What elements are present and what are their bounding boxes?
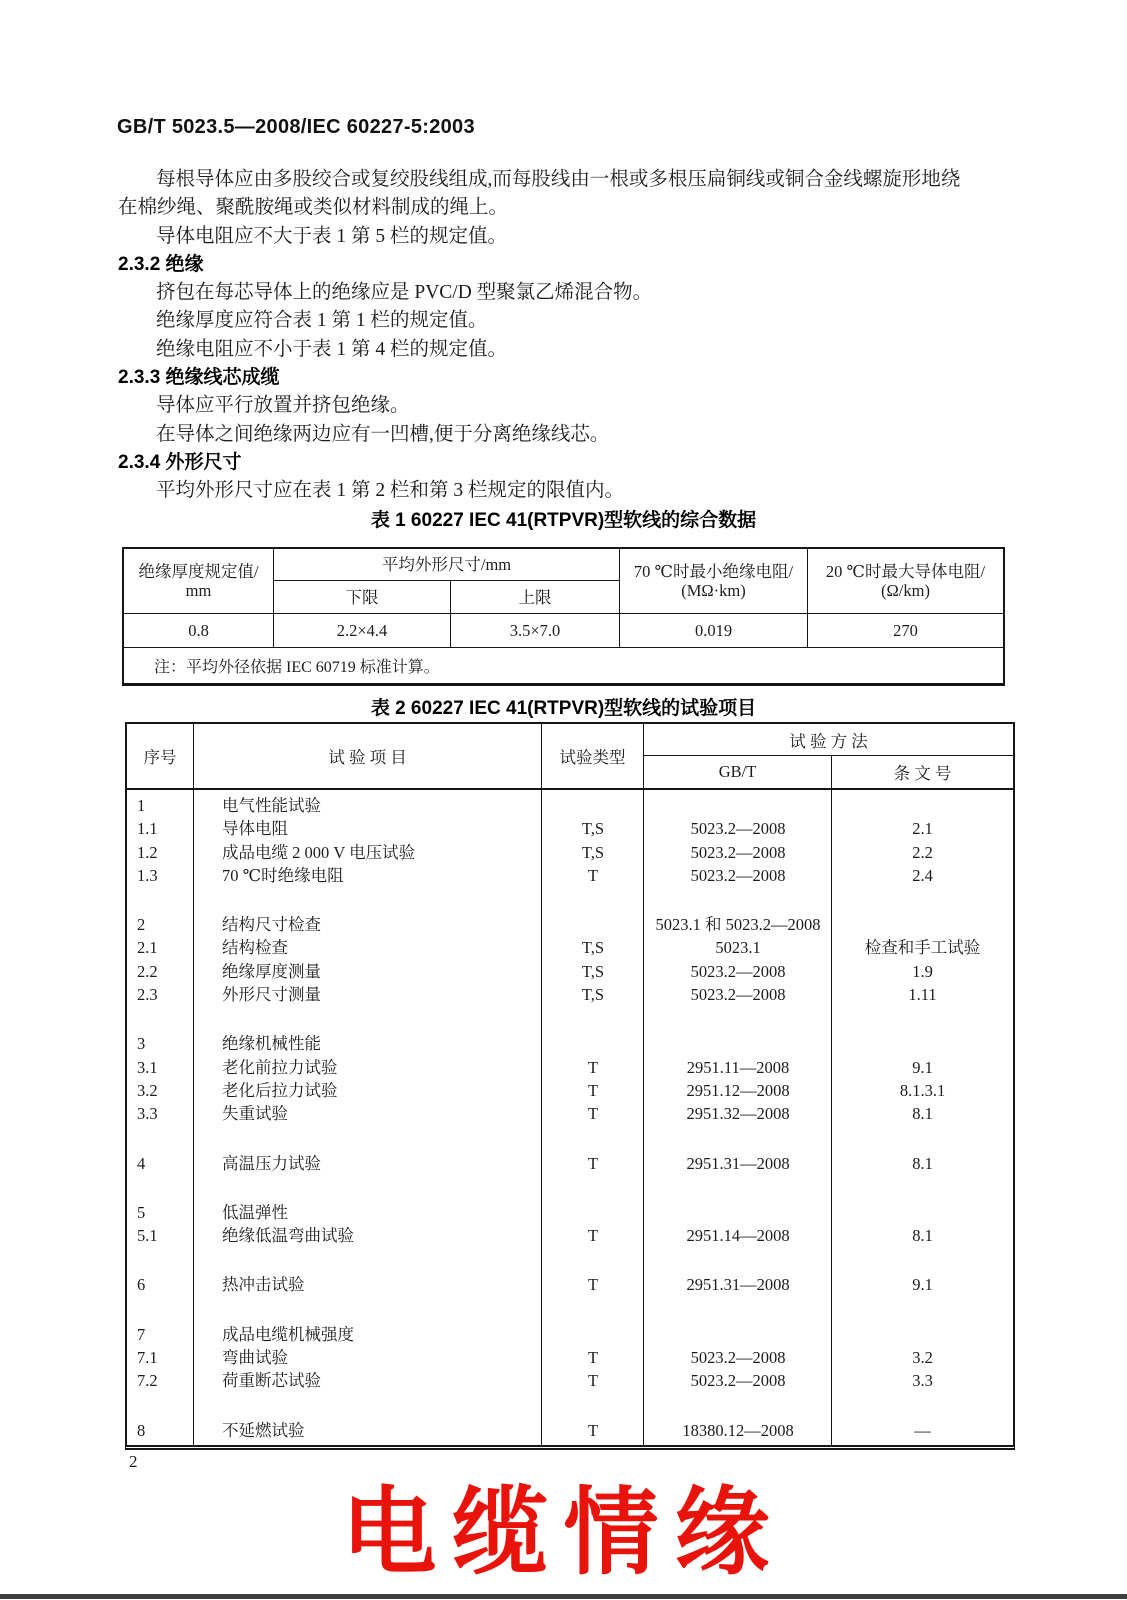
table-cell: 绝缘厚度测量 bbox=[222, 961, 321, 981]
column-divider bbox=[193, 790, 194, 1445]
table-cell: 7 bbox=[137, 1324, 146, 1344]
table-cell bbox=[644, 887, 832, 913]
table-row bbox=[127, 1102, 1013, 1125]
table-row bbox=[127, 1056, 1013, 1079]
table-cell bbox=[644, 1175, 832, 1201]
table-row bbox=[127, 1393, 1013, 1419]
table-cell bbox=[832, 1393, 1013, 1419]
table-cell: 2.2 bbox=[912, 842, 933, 862]
table-cell: 高温压力试验 bbox=[222, 1153, 321, 1173]
table-row bbox=[127, 1346, 1013, 1369]
table-cell bbox=[832, 887, 1013, 913]
table1-header-thickness bbox=[124, 549, 274, 614]
table-cell: T bbox=[587, 865, 599, 885]
table-cell: 8.1 bbox=[912, 1153, 933, 1173]
table-cell bbox=[194, 1297, 542, 1323]
paragraph: 在棉纱绳、聚酰胺绳或类似材料制成的绳上。 bbox=[118, 197, 509, 219]
table2-header-gbt: GB/T bbox=[644, 756, 832, 788]
table-row bbox=[127, 1032, 1013, 1055]
column-divider bbox=[831, 790, 832, 1445]
table-cell: 低温弹性 bbox=[222, 1202, 288, 1222]
table-row bbox=[127, 1079, 1013, 1102]
table-row bbox=[127, 983, 1013, 1006]
table-cell: T,S bbox=[581, 961, 605, 981]
paragraph: 每根导体应由多股绞合或复绞股线组成,而每股线由一根或多根压扁铜线或铜合金线螺旋形地绕 bbox=[156, 169, 961, 190]
table-cell: 3.3 bbox=[912, 1371, 933, 1391]
table-row bbox=[127, 1247, 1013, 1273]
table-cell: 绝缘低温弯曲试验 bbox=[222, 1226, 354, 1246]
table-cell: 2 bbox=[137, 915, 146, 935]
table-cell: 1.9 bbox=[912, 961, 933, 981]
table-cell bbox=[832, 1032, 1013, 1055]
table1 bbox=[122, 547, 1005, 686]
table-cell bbox=[542, 794, 644, 817]
column-divider bbox=[541, 790, 542, 1445]
table-row bbox=[127, 794, 1013, 817]
table-row bbox=[127, 1152, 1013, 1175]
paragraph: 绝缘厚度应符合表 1 第 1 栏的规定值。 bbox=[156, 310, 488, 332]
table-cell: 4 bbox=[137, 1153, 146, 1173]
table1-header-lower: 下限 bbox=[274, 581, 451, 614]
table-cell: 热冲击试验 bbox=[222, 1275, 305, 1295]
table-cell: 2951.32—2008 bbox=[686, 1104, 790, 1124]
paragraph: 绝缘电阻应不小于表 1 第 4 栏的规定值。 bbox=[156, 338, 508, 360]
table-cell: T bbox=[587, 1080, 599, 1100]
table-cell: T bbox=[587, 1420, 599, 1440]
table-cell bbox=[832, 1006, 1013, 1032]
table-cell bbox=[644, 1006, 832, 1032]
table1-cell: 3.5×7.0 bbox=[451, 614, 620, 648]
table-cell: T,S bbox=[581, 985, 605, 1005]
table-cell: 2951.31—2008 bbox=[686, 1275, 790, 1295]
table-cell: 荷重断芯试验 bbox=[222, 1371, 321, 1391]
table-cell: 5023.1 和 5023.2—2008 bbox=[655, 915, 821, 935]
table1-note: 注：平均外径依据 IEC 60719 标准计算。 bbox=[154, 659, 440, 676]
table-cell bbox=[832, 1175, 1013, 1201]
table-cell: 失重试验 bbox=[222, 1104, 288, 1124]
table-cell: 1.3 bbox=[137, 865, 158, 885]
table-cell: 3.3 bbox=[137, 1104, 158, 1124]
table-cell: 弯曲试验 bbox=[222, 1348, 288, 1368]
table-cell bbox=[542, 1032, 644, 1055]
table-cell: 7.1 bbox=[137, 1348, 158, 1368]
table-cell: 结构检查 bbox=[222, 938, 288, 958]
header-line: mm bbox=[185, 581, 212, 600]
table-cell: 电气性能试验 bbox=[222, 796, 321, 815]
table-cell: 导体电阻 bbox=[222, 819, 288, 839]
header-line: (MΩ·km) bbox=[681, 581, 746, 600]
table-cell: T bbox=[587, 1371, 599, 1391]
table-cell: 不延燃试验 bbox=[222, 1420, 305, 1440]
table-cell: 3.2 bbox=[912, 1348, 933, 1368]
table-cell bbox=[644, 1201, 832, 1224]
table-cell bbox=[542, 887, 644, 913]
table-cell bbox=[127, 887, 194, 913]
table-row bbox=[127, 913, 1013, 936]
table-cell: 5023.2—2008 bbox=[690, 842, 786, 862]
table-cell bbox=[644, 1393, 832, 1419]
table-row bbox=[127, 1175, 1013, 1201]
table-cell bbox=[127, 1297, 194, 1323]
bottom-rule bbox=[0, 1594, 1127, 1599]
table-cell bbox=[832, 1201, 1013, 1224]
table-cell bbox=[832, 1323, 1013, 1346]
table2-header-clause: 条 文 号 bbox=[893, 764, 952, 783]
table2-header-no: 序号 bbox=[127, 724, 194, 788]
table2-title: 表 2 60227 IEC 41(RTPVR)型软线的试验项目 bbox=[370, 698, 757, 719]
table-cell: 5.1 bbox=[137, 1226, 158, 1246]
table-row bbox=[127, 1297, 1013, 1323]
table1-header-conductor-resistance bbox=[808, 549, 1003, 614]
table-cell: 9.1 bbox=[912, 1275, 933, 1295]
table-cell: T bbox=[587, 1153, 599, 1173]
page-number: 2 bbox=[129, 1452, 138, 1471]
table-cell: T bbox=[587, 1226, 599, 1246]
table-cell: 9.1 bbox=[912, 1057, 933, 1077]
table2-header-item: 试 验 项 目 bbox=[194, 724, 542, 788]
table-row bbox=[127, 1224, 1013, 1247]
table-cell: 5023.1 bbox=[715, 938, 761, 958]
table-cell: 5 bbox=[137, 1202, 146, 1222]
table-cell bbox=[542, 1006, 644, 1032]
table-cell: 3.2 bbox=[137, 1080, 158, 1100]
table-cell: 2.1 bbox=[137, 938, 158, 958]
table-cell: T,S bbox=[581, 842, 605, 862]
table-cell: 检查和手工试验 bbox=[864, 938, 981, 958]
table-cell: T bbox=[587, 1275, 599, 1295]
table-cell: — bbox=[914, 1420, 931, 1440]
table-row bbox=[127, 817, 1013, 840]
table-cell: 成品电缆机械强度 bbox=[222, 1324, 354, 1344]
table-row bbox=[127, 1201, 1013, 1224]
table-cell: 6 bbox=[137, 1275, 146, 1295]
header-line: 20 ℃时最大导体电阻/ bbox=[825, 562, 986, 581]
table-cell bbox=[127, 1393, 194, 1419]
table-cell bbox=[832, 1126, 1013, 1152]
table-row bbox=[127, 887, 1013, 913]
table-cell bbox=[542, 1393, 644, 1419]
table-cell bbox=[542, 1175, 644, 1201]
table-cell bbox=[542, 1201, 644, 1224]
table-cell bbox=[644, 1247, 832, 1273]
table-cell: 3.1 bbox=[137, 1057, 158, 1077]
table-row bbox=[127, 960, 1013, 983]
table2-header-method-group bbox=[644, 724, 1013, 788]
table-cell: 70 ℃时绝缘电阻 bbox=[222, 865, 344, 885]
table-cell: 3 bbox=[137, 1034, 146, 1054]
table-cell: 5023.2—2008 bbox=[690, 985, 786, 1005]
table2-header bbox=[127, 724, 1013, 790]
table-cell: 1.11 bbox=[908, 985, 937, 1005]
table-cell bbox=[542, 1247, 644, 1273]
table-cell bbox=[194, 887, 542, 913]
table-cell: 2951.31—2008 bbox=[686, 1153, 790, 1173]
table-cell: 5023.2—2008 bbox=[690, 1348, 786, 1368]
table2 bbox=[125, 722, 1015, 1450]
table1-cell: 2.2×4.4 bbox=[274, 614, 451, 648]
section-heading-2-3-3: 2.3.3 绝缘线芯成缆 bbox=[118, 367, 280, 389]
table-row bbox=[127, 1126, 1013, 1152]
table-cell bbox=[127, 1006, 194, 1032]
table-cell bbox=[644, 1297, 832, 1323]
table-cell bbox=[644, 1323, 832, 1346]
table-cell: T bbox=[587, 1104, 599, 1124]
table-cell bbox=[542, 913, 644, 936]
table1-title: 表 1 60227 IEC 41(RTPVR)型软线的综合数据 bbox=[370, 510, 757, 531]
table-cell: T,S bbox=[581, 819, 605, 839]
paragraph: 导体电阻应不大于表 1 第 5 栏的规定值。 bbox=[156, 225, 508, 247]
table-cell bbox=[542, 1323, 644, 1346]
table2-body bbox=[127, 790, 1013, 1445]
table-cell bbox=[832, 913, 1013, 936]
table-cell bbox=[542, 1297, 644, 1323]
table-cell: 1 bbox=[137, 796, 146, 815]
table-cell: 2951.11—2008 bbox=[686, 1057, 790, 1077]
table-cell: 5023.2—2008 bbox=[690, 961, 786, 981]
table-cell: 1.2 bbox=[137, 842, 158, 862]
table-row bbox=[127, 841, 1013, 864]
table-cell bbox=[194, 1247, 542, 1273]
table1-cell: 270 bbox=[808, 614, 1003, 648]
table1-header-insulation-resistance bbox=[620, 549, 808, 614]
table-cell bbox=[644, 1032, 832, 1055]
table-cell: 8.1 bbox=[912, 1104, 933, 1124]
table-cell: 1.1 bbox=[137, 819, 158, 839]
table-row bbox=[127, 936, 1013, 959]
table-cell bbox=[194, 1175, 542, 1201]
table-cell: 2.4 bbox=[912, 865, 933, 885]
table-cell: 结构尺寸检查 bbox=[222, 915, 321, 935]
header-line: (Ω/km) bbox=[881, 581, 930, 600]
table-cell: 2951.14—2008 bbox=[686, 1226, 790, 1246]
table-cell: 8 bbox=[137, 1420, 146, 1440]
section-heading-2-3-2: 2.3.2 绝缘 bbox=[118, 253, 204, 275]
table-row bbox=[127, 1419, 1013, 1442]
watermark-text: 电缆情缘 bbox=[341, 1480, 786, 1586]
table2-header-method: 试 验 方 法 bbox=[644, 724, 1013, 756]
table-cell: 外形尺寸测量 bbox=[222, 985, 321, 1005]
table-cell bbox=[542, 1126, 644, 1152]
table-cell: 5023.2—2008 bbox=[690, 865, 786, 885]
table-cell: T,S bbox=[581, 938, 605, 958]
paragraph: 导体应平行放置并挤包绝缘。 bbox=[156, 395, 410, 417]
table-cell: T bbox=[587, 1348, 599, 1368]
table-cell: 2.2 bbox=[137, 961, 158, 981]
table-cell: 成品电缆 2 000 V 电压试验 bbox=[222, 842, 416, 862]
table-cell: 8.1 bbox=[912, 1226, 933, 1246]
table-row bbox=[127, 1273, 1013, 1296]
table-cell: 7.2 bbox=[137, 1371, 158, 1391]
table-row bbox=[127, 864, 1013, 887]
table-cell: 8.1.3.1 bbox=[899, 1080, 946, 1100]
table-cell bbox=[194, 1006, 542, 1032]
table-cell: 5023.2—2008 bbox=[690, 1371, 786, 1391]
table1-header-upper: 上限 bbox=[451, 581, 620, 614]
body-text bbox=[118, 166, 1010, 506]
table-cell bbox=[127, 1247, 194, 1273]
table-cell bbox=[127, 1126, 194, 1152]
table-cell: 老化后拉力试验 bbox=[222, 1080, 338, 1100]
table-cell bbox=[194, 1393, 542, 1419]
table-cell: T bbox=[587, 1057, 599, 1077]
table-cell: 18380.12—2008 bbox=[682, 1420, 794, 1440]
section-heading-2-3-4: 2.3.4 外形尺寸 bbox=[118, 451, 242, 473]
table-cell bbox=[194, 1126, 542, 1152]
paragraph: 在导体之间绝缘两边应有一凹槽,便于分离绝缘线芯。 bbox=[156, 423, 610, 445]
table-cell: 2.1 bbox=[912, 819, 933, 839]
column-divider bbox=[643, 790, 644, 1445]
table-row bbox=[127, 1369, 1013, 1392]
table-cell bbox=[644, 1126, 832, 1152]
table-cell: 老化前拉力试验 bbox=[222, 1057, 338, 1077]
paragraph: 平均外形尺寸应在表 1 第 2 栏和第 3 栏规定的限值内。 bbox=[156, 480, 625, 502]
header-line: 绝缘厚度规定值/ bbox=[138, 562, 259, 581]
table-cell bbox=[832, 1297, 1013, 1323]
doc-code-header: GB/T 5023.5—2008/IEC 60227-5:2003 bbox=[117, 116, 475, 138]
table1-header-dimensions: 平均外形尺寸/mm bbox=[274, 549, 620, 581]
table2-header-type: 试验类型 bbox=[542, 724, 644, 788]
table-cell: 2951.12—2008 bbox=[686, 1080, 790, 1100]
table-cell bbox=[644, 794, 832, 817]
table-cell bbox=[832, 794, 1013, 817]
table-cell bbox=[832, 1247, 1013, 1273]
table-cell: 绝缘机械性能 bbox=[222, 1034, 321, 1054]
table-cell bbox=[127, 1175, 194, 1201]
paragraph: 挤包在每芯导体上的绝缘应是 PVC/D 型聚氯乙烯混合物。 bbox=[156, 282, 653, 304]
table1-cell: 0.019 bbox=[620, 614, 808, 648]
table-cell: 5023.2—2008 bbox=[690, 819, 786, 839]
header-line: 70 ℃时最小绝缘电阻/ bbox=[633, 562, 794, 581]
table-row bbox=[127, 1323, 1013, 1346]
table1-cell: 0.8 bbox=[124, 614, 274, 648]
table-cell: 2.3 bbox=[137, 985, 158, 1005]
table-row bbox=[127, 1006, 1013, 1032]
